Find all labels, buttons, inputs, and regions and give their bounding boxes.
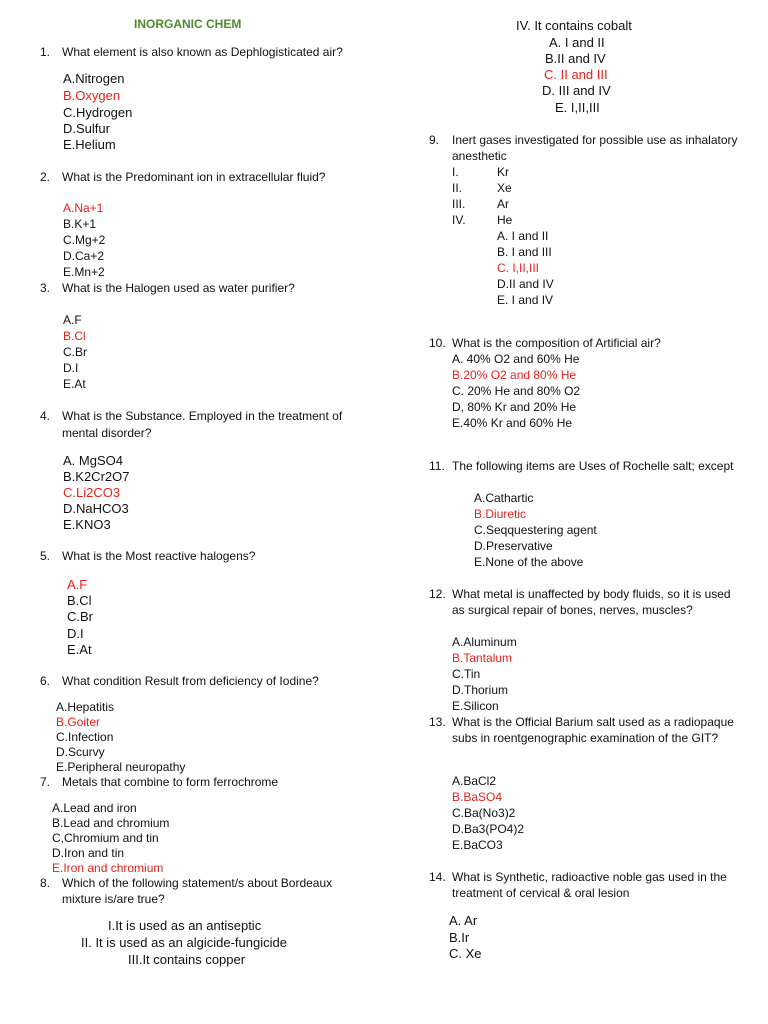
option-d: D.NaHCO3 xyxy=(63,501,129,516)
option-d: D.Ca+2 xyxy=(63,249,105,263)
option-d: D.Scurvy xyxy=(56,745,105,759)
option-d: D. III and IV xyxy=(542,83,611,98)
question-text-line-2: subs in roentgenographic examination of the GIT? xyxy=(452,731,719,745)
numeral-4: IV. xyxy=(452,213,466,227)
option-b-answer: B.20% O2 and 80% He xyxy=(452,368,577,382)
question-text-line-1: Which of the following statement/s about Bordeaux xyxy=(62,876,333,890)
option-e-answer: E.Iron and chromium xyxy=(52,861,164,875)
option-e: E.BaCO3 xyxy=(452,838,503,852)
question-text: What is the Predominant ion in extracellular fluid? xyxy=(62,170,326,184)
question-number: 11. xyxy=(429,459,445,473)
item-3: Ar xyxy=(497,197,509,211)
question-text: Metals that combine to form ferrochrome xyxy=(62,775,279,789)
option-b: B.Ir xyxy=(449,930,470,945)
option-d: D.Sulfur xyxy=(63,121,110,136)
option-a-answer: A.F xyxy=(67,577,88,592)
option-a: A. I and II xyxy=(497,229,549,243)
option-e: E.Helium xyxy=(63,137,116,152)
option-d: D.Preservative xyxy=(474,539,553,553)
option-e: E.Mn+2 xyxy=(63,265,105,279)
question-text-line-1: What is Synthetic, radioactive noble gas used in the xyxy=(452,870,727,884)
question-text-line-1: What is the Substance. Employed in the treatment of xyxy=(62,409,343,423)
option-d: D, 80% Kr and 20% He xyxy=(452,400,577,414)
question-number: 3. xyxy=(40,281,51,295)
question-text: What is the Halogen used as water purifier? xyxy=(62,281,295,295)
option-e: E. I and IV xyxy=(497,293,554,307)
option-c: C.Tin xyxy=(452,667,481,681)
option-e: E.At xyxy=(63,377,86,391)
option-e: E.Peripheral neuropathy xyxy=(56,760,186,774)
question-text-line-1: What is the Official Barium salt used as a radiopaque xyxy=(452,715,734,729)
option-a: A.Cathartic xyxy=(474,491,534,505)
option-b: B.K2Cr2O7 xyxy=(63,469,130,484)
option-d: D.Thorium xyxy=(452,683,509,697)
option-b-answer: B.Diuretic xyxy=(474,507,527,521)
question-text: The following items are Uses of Rochelle salt; except xyxy=(452,459,734,473)
option-a: A. I and II xyxy=(549,35,605,50)
option-e: E.40% Kr and 60% He xyxy=(452,416,573,430)
numeral-1: I. xyxy=(452,165,459,179)
option-d: D.Ba3(PO4)2 xyxy=(452,822,525,836)
option-c: C.Ba(No3)2 xyxy=(452,806,516,820)
statement-1: I.It is used as an antiseptic xyxy=(108,918,262,933)
option-a: A.Lead and iron xyxy=(52,801,137,815)
option-c: C.Br xyxy=(63,345,87,359)
question-text-line-2: as surgical repair of bones, nerves, muscles? xyxy=(452,603,693,617)
option-c: C.Mg+2 xyxy=(63,233,106,247)
question-text-line-2: mixture is/are true? xyxy=(62,892,165,906)
option-c-answer: C.Li2CO3 xyxy=(63,485,121,500)
statement-4: IV. It contains cobalt xyxy=(516,18,632,33)
option-c: C.Infection xyxy=(56,730,114,744)
question-number: 6. xyxy=(40,674,51,688)
page-title: INORGANIC CHEM xyxy=(134,17,242,31)
question-number: 12. xyxy=(429,587,446,601)
option-e: E.Silicon xyxy=(452,699,499,713)
option-a: A.Nitrogen xyxy=(63,71,125,86)
option-d: D.I xyxy=(63,361,79,375)
question-number: 7. xyxy=(40,775,51,789)
option-c: C.Br xyxy=(67,609,93,624)
question-number: 4. xyxy=(40,409,51,423)
question-text: What element is also known as Dephlogisticated air? xyxy=(62,45,343,59)
option-c-answer: C. I,II,III xyxy=(497,261,540,275)
question-number: 5. xyxy=(40,549,51,563)
option-d: D.Iron and tin xyxy=(52,846,125,860)
statement-3: III.It contains copper xyxy=(128,952,246,967)
question-text-line-2: mental disorder? xyxy=(62,426,152,440)
numeral-2: II. xyxy=(452,181,463,195)
item-1: Kr xyxy=(497,165,509,179)
statement-2: II. It is used as an algicide-fungicide xyxy=(81,935,287,950)
option-e: E.None of the above xyxy=(474,555,584,569)
option-c: C.Hydrogen xyxy=(63,105,133,120)
option-b: B.K+1 xyxy=(63,217,97,231)
item-4: He xyxy=(497,213,513,227)
option-d: D.II and IV xyxy=(497,277,554,291)
option-b: B. I and III xyxy=(497,245,552,259)
numeral-3: III. xyxy=(452,197,466,211)
question-text-line-2: treatment of cervical & oral lesion xyxy=(452,886,630,900)
item-2: Xe xyxy=(497,181,512,195)
option-b-answer: B.Goiter xyxy=(56,715,101,729)
option-b-answer: B.Oxygen xyxy=(63,88,121,103)
option-b-answer: B.Cl xyxy=(63,329,86,343)
option-e: E.KNO3 xyxy=(63,517,111,532)
option-c-answer: C. II and III xyxy=(544,67,608,82)
question-number: 1. xyxy=(40,45,51,59)
option-b: B.II and IV xyxy=(545,51,606,66)
option-a: A.BaCl2 xyxy=(452,774,497,788)
question-text-line-1: Inert gases investigated for possible use as inhalatory xyxy=(452,133,738,147)
question-number: 14. xyxy=(429,870,446,884)
option-b: B.Cl xyxy=(67,593,92,608)
option-e: E. I,II,III xyxy=(555,100,600,115)
option-a: A. Ar xyxy=(449,913,478,928)
option-c: C,Chromium and tin xyxy=(52,831,159,845)
option-a: A. MgSO4 xyxy=(63,453,123,468)
question-number: 9. xyxy=(429,133,440,147)
option-a-answer: A.Na+1 xyxy=(63,201,104,215)
question-text: What condition Result from deficiency of Iodine? xyxy=(62,674,319,688)
option-a: A. 40% O2 and 60% He xyxy=(452,352,580,366)
question-text-line-2: anesthetic xyxy=(452,149,507,163)
question-text: What is the composition of Artificial air? xyxy=(452,336,661,350)
question-number: 2. xyxy=(40,170,51,184)
option-c: C.Seqquestering agent xyxy=(474,523,597,537)
option-b-answer: B.BaSO4 xyxy=(452,790,503,804)
option-a: A.F xyxy=(63,313,82,327)
option-c: C. 20% He and 80% O2 xyxy=(452,384,581,398)
option-c: C. Xe xyxy=(449,946,482,961)
question-number: 8. xyxy=(40,876,51,890)
question-text-line-1: What metal is unaffected by body fluids, so it is used xyxy=(452,587,731,601)
question-number: 10. xyxy=(429,336,446,350)
option-e: E.At xyxy=(67,642,92,657)
question-number: 13. xyxy=(429,715,446,729)
option-d: D.I xyxy=(67,626,84,641)
option-a: A.Aluminum xyxy=(452,635,517,649)
question-text: What is the Most reactive halogens? xyxy=(62,549,256,563)
option-b-answer: B.Tantalum xyxy=(452,651,513,665)
option-b: B.Lead and chromium xyxy=(52,816,170,830)
option-a: A.Hepatitis xyxy=(56,700,115,714)
